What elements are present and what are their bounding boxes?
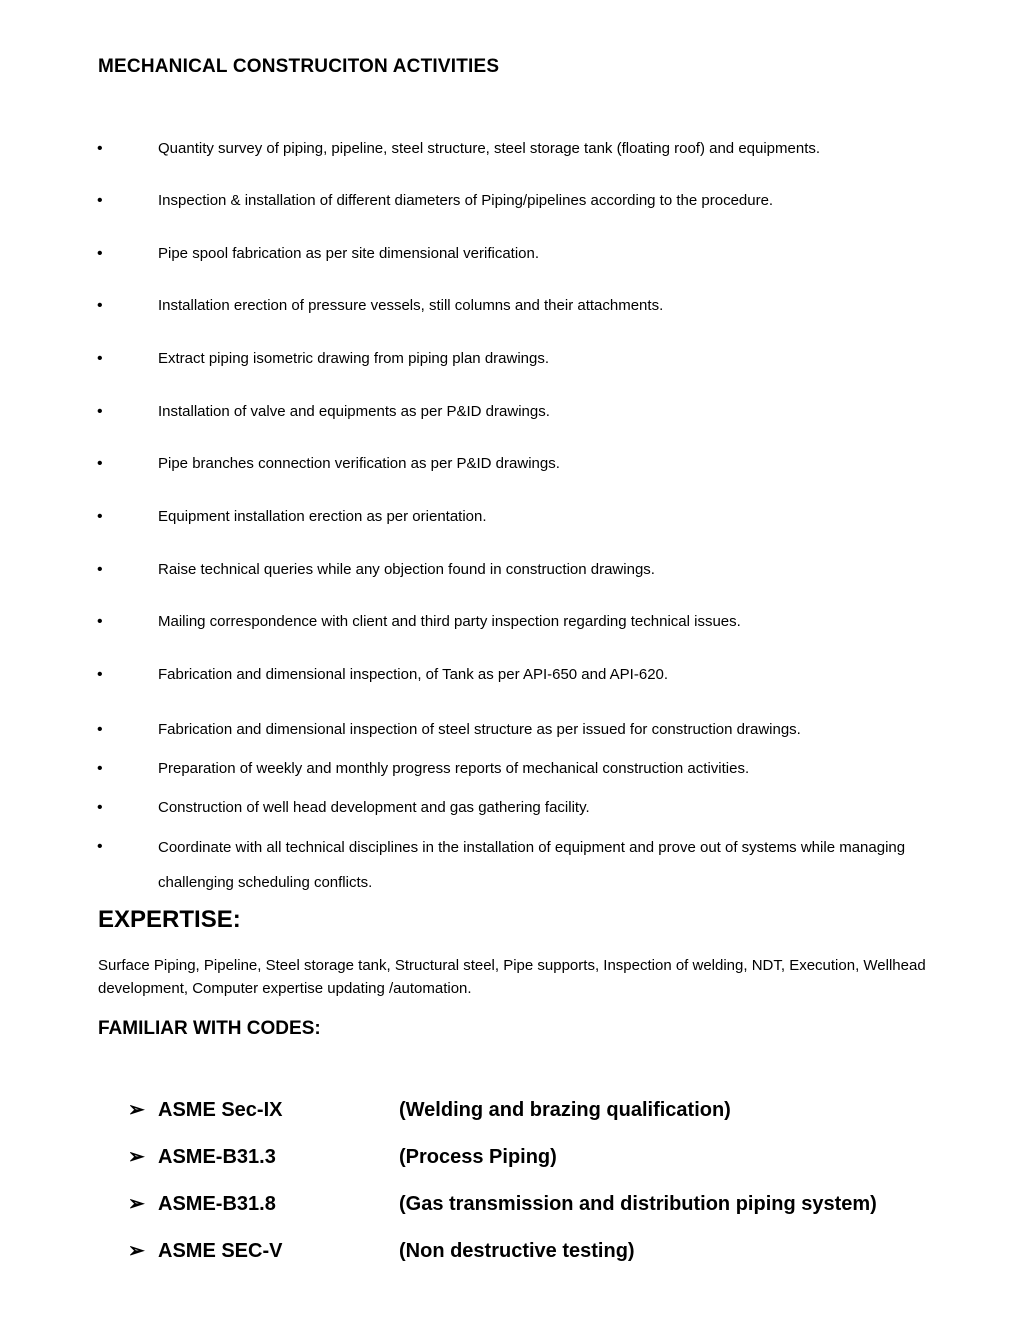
bullet-icon: • xyxy=(97,838,103,855)
bullet-icon: • xyxy=(97,455,103,472)
arrow-bullet-icon: ➢ xyxy=(128,1193,145,1215)
bullet-icon: • xyxy=(97,760,103,777)
code-description: (Process Piping) xyxy=(399,1146,557,1168)
list-item-text: Equipment installation erection as per orientation. xyxy=(158,508,487,525)
list-item-text: Construction of well head development and gas gathering facility. xyxy=(158,799,590,816)
bullet-icon: • xyxy=(97,799,103,816)
list-item-text: Inspection & installation of different diameters of Piping/pipelines according to the procedure. xyxy=(158,192,774,209)
list-item-text: Coordinate with all technical disciplines in the installation of equipment and prove out of systems while managing challenging scheduling conflicts. xyxy=(158,839,906,891)
code-description: (Welding and brazing qualification) xyxy=(399,1099,731,1121)
list-item-text: Mailing correspondence with client and third party inspection regarding technical issues. xyxy=(158,613,741,630)
code-name: ASME-B31.3 xyxy=(158,1146,276,1168)
section-heading-activities: MECHANICAL CONSTRUCITON ACTIVITIES xyxy=(98,56,500,77)
bullet-icon: • xyxy=(97,140,103,157)
list-item-text: Pipe branches connection verification as per P&ID drawings. xyxy=(158,455,560,472)
bullet-icon: • xyxy=(97,403,103,420)
bullet-icon: • xyxy=(97,666,103,683)
list-item-text: Preparation of weekly and monthly progress reports of mechanical construction activities. xyxy=(158,760,750,777)
list-item-text: Raise technical queries while any objection found in construction drawings. xyxy=(158,561,655,578)
arrow-bullet-icon: ➢ xyxy=(128,1099,145,1121)
list-item-text: Pipe spool fabrication as per site dimensional verification. xyxy=(158,245,540,262)
code-name: ASME-B31.8 xyxy=(158,1193,276,1215)
arrow-bullet-icon: ➢ xyxy=(128,1240,145,1262)
bullet-icon: • xyxy=(97,192,103,209)
bullet-icon: • xyxy=(97,613,103,630)
code-name: ASME SEC-V xyxy=(158,1240,283,1262)
section-heading-codes: FAMILIAR WITH CODES: xyxy=(98,1018,321,1039)
bullet-icon: • xyxy=(97,508,103,525)
bullet-icon: • xyxy=(97,350,103,367)
list-item-text: Installation erection of pressure vessels, still columns and their attachments. xyxy=(158,297,664,314)
bullet-icon: • xyxy=(97,721,103,738)
expertise-paragraph: Surface Piping, Pipeline, Steel storage tank, Structural steel, Pipe supports, Inspection of welding, NDT, Execution, Wellhead development, Computer expertise updating /automation. xyxy=(98,957,926,997)
section-heading-expertise: EXPERTISE: xyxy=(98,906,241,933)
code-description: (Gas transmission and distribution piping system) xyxy=(399,1193,877,1215)
list-item-text: Extract piping isometric drawing from piping plan drawings. xyxy=(158,350,550,367)
code-description: (Non destructive testing) xyxy=(399,1240,635,1262)
list-item-text: Fabrication and dimensional inspection of steel structure as per issued for construction drawings. xyxy=(158,721,801,738)
arrow-bullet-icon: ➢ xyxy=(128,1146,145,1168)
code-name: ASME Sec-IX xyxy=(158,1099,283,1121)
list-item-text: Installation of valve and equipments as per P&ID drawings. xyxy=(158,403,550,420)
list-item-text: Quantity survey of piping, pipeline, steel structure, steel storage tank (floating roof) and equipments. xyxy=(158,140,821,157)
list-item-text: Fabrication and dimensional inspection, of Tank as per API-650 and API-620. xyxy=(158,666,669,683)
bullet-icon: • xyxy=(97,245,103,262)
bullet-icon: • xyxy=(97,561,103,578)
bullet-icon: • xyxy=(97,297,103,314)
